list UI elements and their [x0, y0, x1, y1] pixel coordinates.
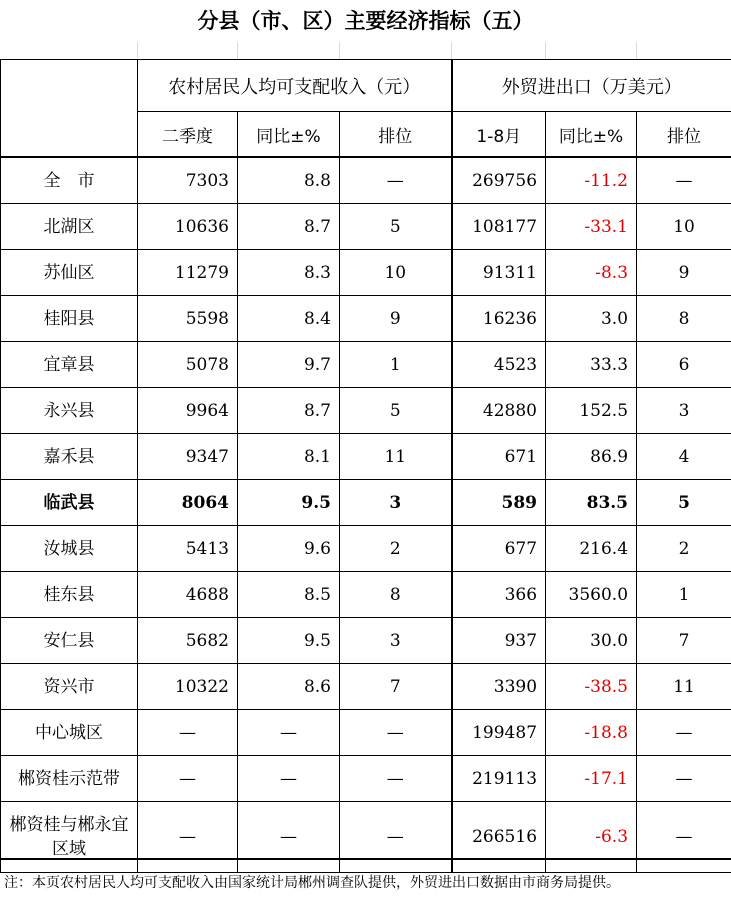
income-rank-cell: 2: [340, 526, 452, 572]
region-name-cell: 资兴市: [1, 664, 138, 710]
footnote: 注：本页农村居民人均可支配收入由国家统计局郴州调查队提供，外贸进出口数据由市商务局提供。: [0, 858, 731, 905]
income-rank-cell: 7: [340, 664, 452, 710]
region-name-cell: 桂阳县: [1, 296, 138, 342]
header-trade-group: 外贸进出口（万美元）: [452, 60, 731, 112]
table-row: [1, 710, 731, 756]
trade-rank-cell: —: [637, 756, 731, 802]
income-rank-cell: —: [340, 756, 452, 802]
trade-rank-cell: 1: [637, 572, 731, 618]
trade-yoy-cell: -8.3: [546, 250, 637, 296]
trade-period-cell: 108177: [452, 204, 546, 250]
income-rank-cell: 1: [340, 342, 452, 388]
income-yoy-cell: —: [238, 802, 340, 873]
table-row: [1, 204, 731, 250]
trade-rank-cell: 8: [637, 296, 731, 342]
income-yoy-cell: 8.1: [238, 434, 340, 480]
income-q2-cell: 5598: [138, 296, 238, 342]
income-rank-cell: 5: [340, 204, 452, 250]
region-name-cell: 汝城县: [1, 526, 138, 572]
region-name-cell: 郴资桂与郴永宜区域: [1, 802, 138, 873]
income-rank-cell: 8: [340, 572, 452, 618]
income-rank-cell: 5: [340, 388, 452, 434]
income-rank-cell: 3: [340, 618, 452, 664]
trade-rank-cell: —: [637, 802, 731, 873]
income-yoy-cell: 8.8: [238, 157, 340, 204]
region-name-cell: 永兴县: [1, 388, 138, 434]
trade-period-cell: 4523: [452, 342, 546, 388]
income-rank-cell: 3: [340, 480, 452, 526]
region-name-cell: 苏仙区: [1, 250, 138, 296]
income-rank-cell: 9: [340, 296, 452, 342]
income-q2-cell: 5078: [138, 342, 238, 388]
trade-period-cell: 677: [452, 526, 546, 572]
trade-yoy-cell: -17.1: [546, 756, 637, 802]
table-row: [1, 572, 731, 618]
header-rank-income: 排位: [340, 112, 452, 158]
region-name-cell: 中心城区: [1, 710, 138, 756]
trade-rank-cell: 5: [637, 480, 731, 526]
trade-yoy-cell: 216.4: [546, 526, 637, 572]
table-row: [1, 618, 731, 664]
table-row: [1, 388, 731, 434]
indicator-table: [0, 59, 731, 873]
trade-yoy-cell: -11.2: [546, 157, 637, 204]
trade-period-cell: 266516: [452, 802, 546, 873]
region-name-cell: 宜章县: [1, 342, 138, 388]
income-q2-cell: 9347: [138, 434, 238, 480]
income-q2-cell: 10322: [138, 664, 238, 710]
trade-yoy-cell: 3560.0: [546, 572, 637, 618]
table-row: [1, 157, 731, 204]
trade-period-cell: 366: [452, 572, 546, 618]
trade-yoy-cell: 30.0: [546, 618, 637, 664]
table-row: [1, 526, 731, 572]
income-q2-cell: 11279: [138, 250, 238, 296]
income-yoy-cell: 8.4: [238, 296, 340, 342]
income-rank-cell: —: [340, 710, 452, 756]
income-yoy-cell: 8.6: [238, 664, 340, 710]
trade-yoy-cell: 83.5: [546, 480, 637, 526]
income-yoy-cell: 8.7: [238, 388, 340, 434]
trade-yoy-cell: 152.5: [546, 388, 637, 434]
trade-period-cell: 219113: [452, 756, 546, 802]
spacer-row: [0, 42, 731, 59]
table-row: [1, 342, 731, 388]
trade-rank-cell: 6: [637, 342, 731, 388]
income-yoy-cell: 9.6: [238, 526, 340, 572]
header-q2: 二季度: [138, 112, 238, 158]
region-name-cell: 全 市: [1, 157, 138, 204]
income-yoy-cell: —: [238, 756, 340, 802]
header-income-group: 农村居民人均可支配收入（元）: [138, 60, 452, 112]
trade-yoy-cell: 86.9: [546, 434, 637, 480]
header-region-blank: [1, 60, 138, 158]
income-rank-cell: —: [340, 802, 452, 873]
table-row: [1, 250, 731, 296]
table-row: [1, 296, 731, 342]
trade-rank-cell: —: [637, 157, 731, 204]
trade-period-cell: 589: [452, 480, 546, 526]
trade-period-cell: 91311: [452, 250, 546, 296]
trade-yoy-cell: 33.3: [546, 342, 637, 388]
income-q2-cell: 5413: [138, 526, 238, 572]
income-yoy-cell: 8.7: [238, 204, 340, 250]
income-yoy-cell: 8.3: [238, 250, 340, 296]
trade-rank-cell: 3: [637, 388, 731, 434]
region-name-cell: 嘉禾县: [1, 434, 138, 480]
trade-rank-cell: 11: [637, 664, 731, 710]
table-row: [1, 756, 731, 802]
income-q2-cell: 8064: [138, 480, 238, 526]
table-row: [1, 434, 731, 480]
trade-rank-cell: 4: [637, 434, 731, 480]
region-name-cell: 北湖区: [1, 204, 138, 250]
trade-period-cell: 3390: [452, 664, 546, 710]
income-yoy-cell: 9.5: [238, 480, 340, 526]
page-title: 分县（市、区）主要经济指标（五）: [197, 9, 534, 33]
table-row: [1, 664, 731, 710]
trade-rank-cell: —: [637, 710, 731, 756]
income-rank-cell: —: [340, 157, 452, 204]
income-rank-cell: 10: [340, 250, 452, 296]
header-row-group: [1, 60, 731, 112]
trade-rank-cell: 10: [637, 204, 731, 250]
trade-rank-cell: 9: [637, 250, 731, 296]
income-yoy-cell: 9.7: [238, 342, 340, 388]
income-yoy-cell: 9.5: [238, 618, 340, 664]
header-yoy-income: 同比±%: [238, 112, 340, 158]
region-name-cell: 临武县: [1, 480, 138, 526]
header-period: 1-8月: [452, 112, 546, 158]
income-q2-cell: 10636: [138, 204, 238, 250]
trade-yoy-cell: -38.5: [546, 664, 637, 710]
income-q2-cell: 5682: [138, 618, 238, 664]
income-rank-cell: 11: [340, 434, 452, 480]
region-name-cell: 安仁县: [1, 618, 138, 664]
trade-rank-cell: 7: [637, 618, 731, 664]
header-yoy-trade: 同比±%: [546, 112, 637, 158]
income-q2-cell: 4688: [138, 572, 238, 618]
trade-yoy-cell: -33.1: [546, 204, 637, 250]
trade-yoy-cell: -18.8: [546, 710, 637, 756]
trade-rank-cell: 2: [637, 526, 731, 572]
income-yoy-cell: —: [238, 710, 340, 756]
trade-period-cell: 269756: [452, 157, 546, 204]
header-rank-trade: 排位: [637, 112, 731, 158]
trade-period-cell: 671: [452, 434, 546, 480]
trade-period-cell: 199487: [452, 710, 546, 756]
income-q2-cell: —: [138, 802, 238, 873]
trade-period-cell: 42880: [452, 388, 546, 434]
region-name-cell: 桂东县: [1, 572, 138, 618]
income-q2-cell: 9964: [138, 388, 238, 434]
region-name-cell: 郴资桂示范带: [1, 756, 138, 802]
income-yoy-cell: 8.5: [238, 572, 340, 618]
income-q2-cell: —: [138, 710, 238, 756]
income-q2-cell: 7303: [138, 157, 238, 204]
income-q2-cell: —: [138, 756, 238, 802]
trade-period-cell: 937: [452, 618, 546, 664]
trade-yoy-cell: 3.0: [546, 296, 637, 342]
table-row: [1, 480, 731, 526]
trade-yoy-cell: -6.3: [546, 802, 637, 873]
trade-period-cell: 16236: [452, 296, 546, 342]
